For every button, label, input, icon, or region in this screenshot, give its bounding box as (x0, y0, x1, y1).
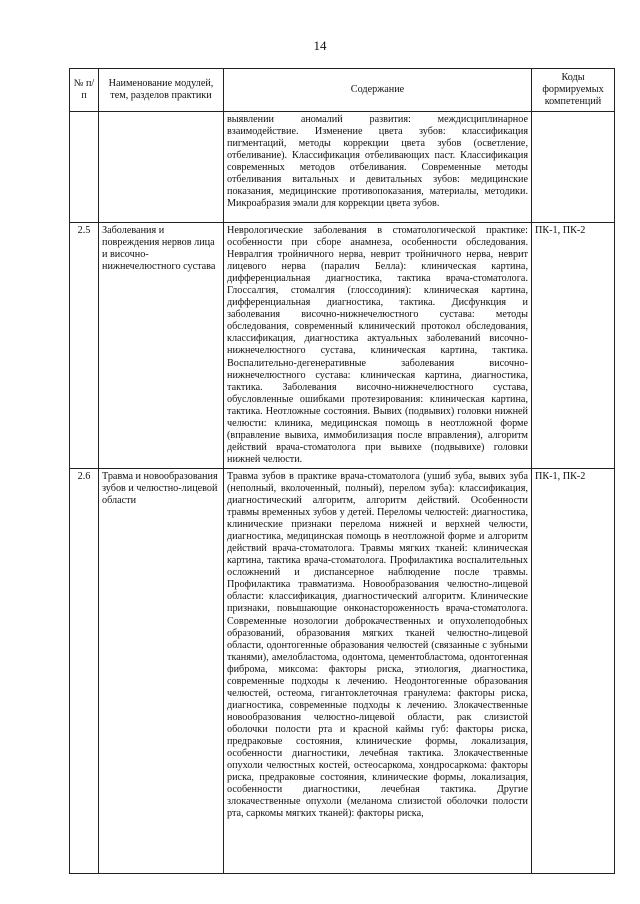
row-number: 2.6 (70, 468, 99, 873)
row-competency-codes: ПК-1, ПК-2 (532, 468, 615, 873)
row-competency-codes (532, 112, 615, 223)
header-competency-codes: Коды формируемых компетенций (532, 69, 615, 112)
row-content: Травма зубов в практике врача-стоматолога (ушиб зуба, вывих зуба (неполный, вколоченный, полный), перелом зуба): классификация, диагностический алгоритм, алгоритм действий. Особенности травмы временных зубов у детей. Переломы челюстей: диагностика, клинические признаки перелома нижней и верхней челюсти, диагностика, медицинская помощь в неотложной форме и алгоритм действий врача-стоматолога. Травмы мягких тканей: клиническая картина, тактика врача-стоматолога. Профилактика воспалительных осложнений и диспансерное наблюдение после травмы. Профилактика травматизма. Новообразования челюстно-лицевой области: классификация, диагностический алгоритм. Клинические признаки, повышающие онконастороженность врача-стоматолога. Современные нозологии доброкачественных и опухолеподобных образований, образования мягких тканей челюстно-лицевой области, одонтогенные образования челюстей (связанные с зубными тканями), амелобластома, одонтома, цементобластома, одонтогенная фиброма, миксома: факторы риска, этиология, диагностика, современные подходы к лечению. Неодонтогенные образования челюстей, остеома, гигантоклеточная гранулема: факторы риска, диагностика, современные подходы к лечению. Злокачественные новообразования челюстно-лицевой области, рак слизистой оболочки полости рта и красной каймы губ: факторы риска, предраковые состояния, клинические формы, локализация, особенности диагностики, лечебная тактика. Злокачественные опухоли челюстных костей, остеосаркома, хондросаркома: факторы риска, предраковые состояния, клинические формы, локализация, особенности диагностики, лечебная тактика. Другие злокачественные опухоли (меланома слизистой оболочки полости рта, саркомы мягких тканей): факторы риска, (224, 468, 532, 873)
curriculum-table (69, 68, 615, 874)
header-content: Содержание (224, 69, 532, 112)
table-row (70, 468, 615, 873)
row-module-name (99, 112, 224, 223)
row-number: 2.5 (70, 223, 99, 469)
row-content: выявлении аномалий развития: междисциплинарное взаимодействие. Изменение цвета зубов: классификация пигментаций, методы коррекции цвета зубов (осветление, отбеливание). Классификация отбеливающих паст. Классификация современных методов отбеливания. Современные методы отбеливания витальных и девитальных зубов: медицинские показания, медицинские противопоказания, материалы, методики. Микроабразия эмали для коррекции цвета зубов. (224, 112, 532, 223)
row-content: Неврологические заболевания в стоматологической практике: особенности при сборе анамнеза, особенности обследования. Невралгия тройничного нерва, неврит тройничного нерва, неврит лицевого нерва (паралич Белла): клиническая картина, дифференциальная диагностика, тактика врача-стоматолога. Глоссалгия, стомалгия (глоссодиния): клиническая картина, дифференциальная диагностика, тактика. Дисфункция и заболевания височно-нижнечелюстного сустава: методы обследования, современный клинический протокол обследования, классификация, диагностика актуальных заболеваний височно-нижнечелюстного сустава, клиническая картина, тактика. Воспалительно-дегенеративные заболевания височно-нижнечелюстного сустава: клиническая картина, диагностика, тактика. Заболевания височно-нижнечелюстного сустава, обусловленные ошибками протезирования: клиническая картина, тактика. Неотложные состояния. Вывих (подвывих) головки нижней челюсти: клиника, медицинская помощь в неотложной форме (вправление вывиха, иммобилизация после вправления), алгоритм действий врача-стоматолога при вывихе (подвывихе) головки нижней челюсти. (224, 223, 532, 469)
row-module-name: Заболевания и повреждения нервов лица и височно-нижнечелюстного сустава (99, 223, 224, 469)
row-number (70, 112, 99, 223)
header-module-name: Наименование модулей, тем, разделов практики (99, 69, 224, 112)
header-number: № п/п (70, 69, 99, 112)
page-number: 14 (313, 38, 327, 53)
table-header-row (70, 69, 615, 112)
row-module-name: Травма и новообразования зубов и челюстно-лицевой области (99, 468, 224, 873)
row-competency-codes: ПК-1, ПК-2 (532, 223, 615, 469)
table-row (70, 223, 615, 469)
table-row (70, 112, 615, 223)
